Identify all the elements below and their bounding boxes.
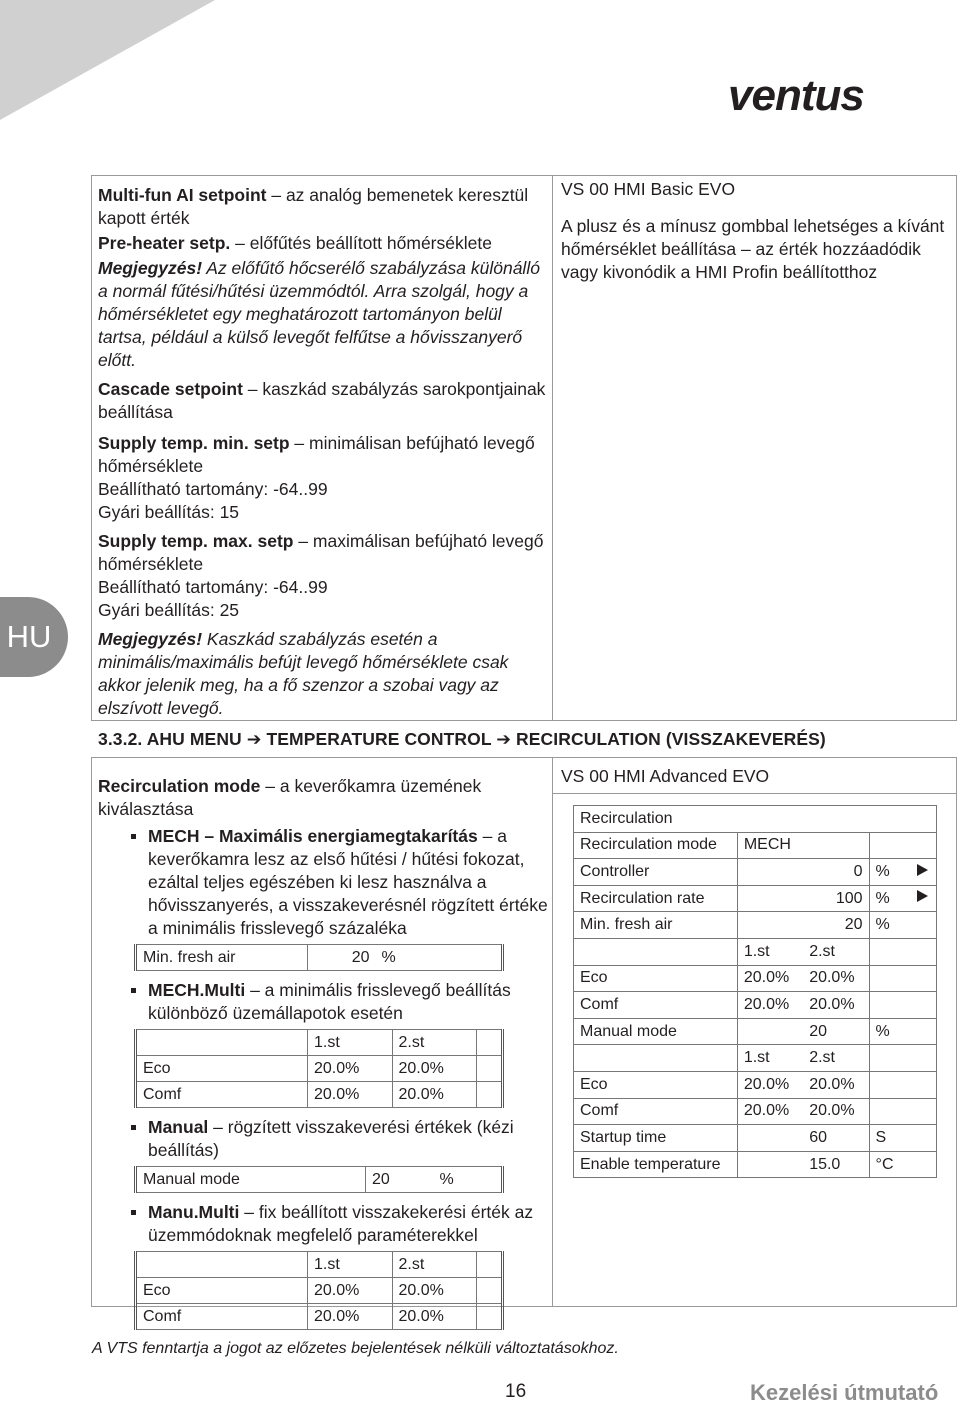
recirc-mode-term: Recirculation mode (98, 776, 261, 796)
hmi-value: 20.0% (737, 1071, 803, 1098)
footer-note: A VTS fenntartja a jogot az előzetes bejelentések nélküli változtatásokhoz. (92, 1340, 619, 1357)
supply-max-range: Beállítható tartomány: -64..99 (98, 577, 328, 597)
hmi-unit: % (869, 912, 936, 939)
supply-min-range: Beállítható tartomány: -64..99 (98, 479, 328, 499)
manumulti-h2: 2.st (392, 1252, 477, 1278)
mech-item (128, 825, 550, 940)
mech-term: MECH – Maximális energiamegtakarítás (148, 826, 478, 846)
hmi-row (574, 806, 937, 833)
hmi-value: MECH (737, 832, 869, 859)
manual-title: Kezelési útmutató (750, 1380, 939, 1405)
hmi-label: Eco (574, 965, 738, 992)
bottom-column-divider (552, 757, 553, 1307)
note1-text: Az előfűtő hőcserélő szabályzása különálló a normál fűtési/hűtési üzemmódtól. Arra szolgál, hogy a hőmérsékletet egy meghatározott tartományon belül tartsa, például a külső levegőt felfűtse a hővisszanyerő előtt. (98, 258, 540, 370)
manumulti-table (134, 1251, 504, 1330)
hmi-value: 20 (803, 1018, 869, 1045)
top-column-divider (552, 175, 553, 721)
hmi-row (574, 1018, 937, 1045)
cascade-desc: – kaszkád szabályzás sarokpontjainak beállítása (98, 379, 546, 422)
multifun-desc: – az analóg bemenetek keresztül kapott érték (98, 185, 529, 228)
hmi-value: 20 (737, 912, 869, 939)
cascade-term: Cascade setpoint (98, 379, 243, 399)
hmi-row (574, 965, 937, 992)
hmi-header: 2.st (803, 938, 869, 965)
hmi-value: 100 (737, 885, 869, 912)
hmi-row (574, 992, 937, 1019)
hmi-value: 20.0% (803, 1071, 869, 1098)
hmi-label: Comf (574, 1098, 738, 1125)
manual-term: Manual (148, 1117, 209, 1137)
mechmulti-h1: 1.st (308, 1030, 393, 1056)
manumulti-cell: 20.0% (308, 1304, 393, 1330)
recirc-mode-desc: – a keverőkamra üzemének kiválasztása (98, 776, 482, 819)
mech-desc: – a keverőkamra lesz az első hűtési / hűtési fokozat, ezáltal teljes egészében ki lesz használva a hővisszanyerés, a visszakeverésnél rögzített értéke a minimális frisslevegő százaléka (148, 826, 548, 938)
basic-hmi-text: A plusz és a mínusz gombbal lehetséges a kívánt hőmérséklet beállítása – az érték hozzáadódik vagy kivonódik a HMI Profin beállítotthoz (561, 216, 945, 282)
supply-min-term: Supply temp. min. setp (98, 433, 290, 453)
manual-table-unit: % (434, 1167, 503, 1193)
hmi-unit: °C (869, 1151, 936, 1178)
preheater-desc: – előfűtés beállított hőmérséklete (230, 233, 492, 253)
manumulti-cell: 20.0% (392, 1304, 477, 1330)
manumulti-desc: – fix beállított visszakekerési érték az üzemmódoknak megfelelő paraméterekkel (148, 1202, 534, 1245)
supply-min-desc: – minimálisan befújható levegő hőmérséklete (98, 433, 535, 476)
manumulti-item (128, 1201, 550, 1247)
mechmulti-cell: 20.0% (392, 1056, 477, 1082)
manual-item (128, 1116, 550, 1162)
language-tab-label: HU (6, 619, 52, 654)
hmi-label: Recirculation mode (574, 832, 738, 859)
hmi-label: Startup time (574, 1125, 738, 1152)
hmi-row (574, 1151, 937, 1178)
manumulti-row-label: Comf (136, 1304, 308, 1330)
hmi-row (574, 885, 937, 912)
recirculation-rate-arrow-icon[interactable] (917, 890, 928, 902)
supply-max-factory: Gyári beállítás: 25 (98, 600, 240, 620)
mech-table-value: 20 (308, 945, 376, 971)
supply-max-desc: – maximálisan befújható levegő hőmérséklete (98, 531, 544, 574)
multifun-term: Multi-fun AI setpoint (98, 185, 267, 205)
hmi-label: Manual mode (574, 1018, 738, 1045)
manual-table-label: Manual mode (136, 1167, 366, 1193)
manual-table-value: 20 (366, 1167, 434, 1193)
hmi-label: Enable temperature (574, 1151, 738, 1178)
mech-table (134, 944, 504, 971)
hmi-value: 60 (803, 1125, 869, 1152)
language-tab (0, 597, 68, 677)
hmi-row (574, 1045, 937, 1072)
hmi-value: 20.0% (803, 965, 869, 992)
note2-label: Megjegyzés! (98, 629, 203, 649)
manumulti-cell: 20.0% (308, 1278, 393, 1304)
svg-text:ventus: ventus (728, 71, 864, 120)
left-top-column (98, 184, 546, 726)
manumulti-cell: 20.0% (392, 1278, 477, 1304)
hmi-value: 20.0% (803, 992, 869, 1019)
manumulti-h1: 1.st (308, 1252, 393, 1278)
mech-table-label: Min. fresh air (136, 945, 308, 971)
advanced-hmi-table (573, 805, 937, 1178)
hmi-label: Min. fresh air (574, 912, 738, 939)
hmi-label: Eco (574, 1071, 738, 1098)
mechmulti-cell: 20.0% (308, 1082, 393, 1108)
hmi-header: 2.st (803, 1045, 869, 1072)
hmi-value: 0 (737, 859, 869, 886)
page-number: 16 (505, 1381, 527, 1402)
mechmulti-item (128, 979, 550, 1025)
mechmulti-row-label: Eco (136, 1056, 308, 1082)
hmi-unit: S (869, 1125, 936, 1152)
hmi-label: Recirculation rate (574, 885, 738, 912)
mechmulti-h2: 2.st (392, 1030, 477, 1056)
hmi-label: Controller (574, 859, 738, 886)
corner-decoration (0, 0, 215, 120)
basic-hmi-title: VS 00 HMI Basic EVO (561, 179, 736, 199)
hmi-value: 20.0% (737, 965, 803, 992)
hmi-row (574, 1098, 937, 1125)
mechmulti-desc: – a minimális frisslevegő beállítás különböző üzemállapotok esetén (148, 980, 511, 1023)
manumulti-term: Manu.Multi (148, 1202, 240, 1222)
hmi-unit: % (869, 859, 936, 886)
mechmulti-cell: 20.0% (308, 1056, 393, 1082)
manumulti-row-label: Eco (136, 1278, 308, 1304)
hmi-row (574, 1125, 937, 1152)
mechmulti-table (134, 1029, 504, 1108)
manual-desc: – rögzített visszakeverési értékek (kézi beállítás) (148, 1117, 514, 1160)
supply-max-term: Supply temp. max. setp (98, 531, 294, 551)
supply-min-factory: Gyári beállítás: 15 (98, 502, 240, 522)
hmi-unit: % (869, 885, 936, 912)
controller-arrow-icon[interactable] (917, 864, 928, 876)
hmi-row (574, 1071, 937, 1098)
hmi-row (574, 912, 937, 939)
hmi-value: 15.0 (803, 1151, 869, 1178)
note2-text: Kaszkád szabályzás esetén a minimális/maximális befújt levegő hőmérséklete csak akkor jelenik meg, ha a fő szenzor a szobai vagy az elszívott levegő. (98, 629, 509, 718)
preheater-term: Pre-heater setp. (98, 233, 231, 253)
hmi-row (574, 859, 937, 886)
ventus-logo (728, 68, 958, 128)
hmi-header: 1.st (737, 938, 803, 965)
hmi-header: 1.st (737, 1045, 803, 1072)
note1-label: Megjegyzés! (98, 258, 203, 278)
hmi-label: Comf (574, 992, 738, 1019)
advanced-hmi-title: VS 00 HMI Advanced EVO (561, 766, 770, 786)
hmi-row (574, 938, 937, 965)
manual-table (134, 1166, 504, 1193)
hmi-value: 20.0% (737, 992, 803, 1019)
section-heading: 3.3.2. AHU MENU ➔ TEMPERATURE CONTROL ➔ RECIRCULATION (VISSZAKEVERÉS) (98, 729, 826, 749)
hmi-label: Recirculation (574, 806, 937, 833)
hmi-value: 20.0% (737, 1098, 803, 1125)
left-bottom-column (98, 775, 550, 1330)
bottom-right-title-rule (552, 793, 957, 794)
mech-table-unit: % (376, 945, 503, 971)
mechmulti-term: MECH.Multi (148, 980, 246, 1000)
hmi-row (574, 832, 937, 859)
hmi-unit: % (869, 1018, 936, 1045)
mechmulti-row-label: Comf (136, 1082, 308, 1108)
hmi-value: 20.0% (803, 1098, 869, 1125)
mechmulti-cell: 20.0% (392, 1082, 477, 1108)
